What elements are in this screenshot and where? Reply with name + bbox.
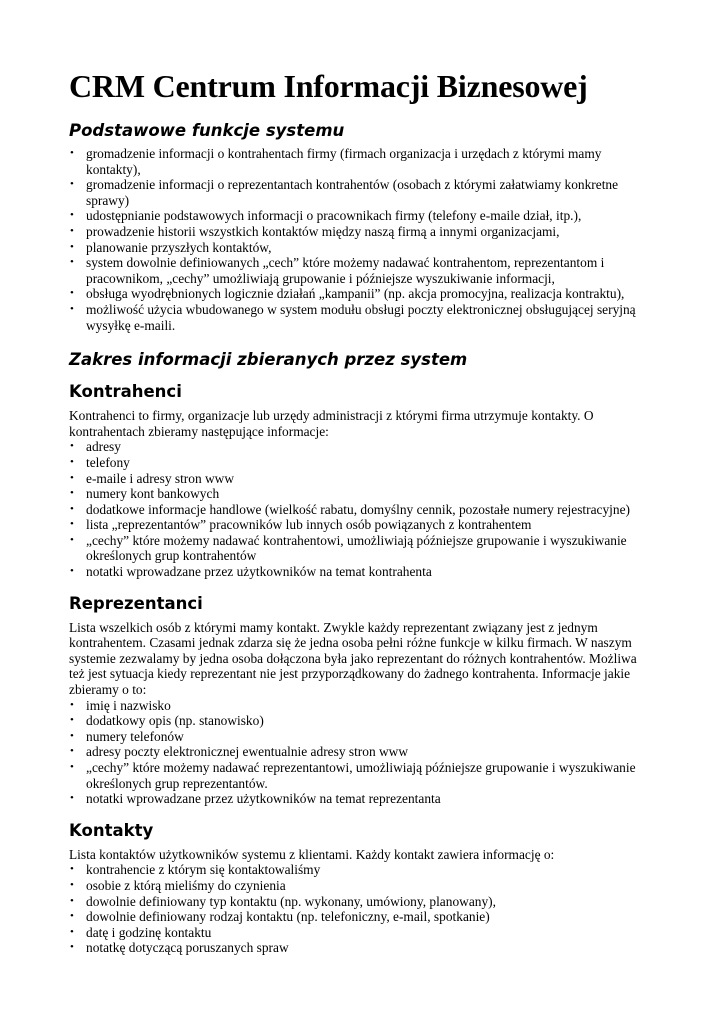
kontrahenci-list — [69, 439, 649, 579]
reprezentanci-intro: Lista wszelkich osób z którymi mamy kontakt. Zwykle każdy reprezentant związany jest z jednym kontrahentem. Czasami jednak zdarza się że jedna osoba pełni różne funkcje w kilku firmach. W naszym systemie zezwalamy by jedna osoba dołączona była jako reprezentant do różnych kontrahentów. Możliwa też jest sytuacja kiedy reprezentant nie jest przyporządkowany do żadnego kontrahenta. Informacje jakie zbieramy o to: — [69, 619, 637, 698]
document-title: CRM Centrum Informacji Biznesowej — [69, 68, 588, 104]
list-item: • dodatkowe informacje handlowe (wielkość rabatu, domyślny cennik, pozostałe numery rejestracyjne) — [69, 502, 649, 518]
list-item: • notatkę dotyczącą poruszanych spraw — [69, 940, 649, 956]
subheading-kontakty: Kontakty — [69, 820, 154, 840]
document-page — [69, 66, 649, 956]
subheading-kontrahenci: Kontrahenci — [69, 382, 182, 402]
subheading-reprezentanci: Reprezentanci — [69, 593, 203, 613]
list-item: • planowanie przyszłych kontaktów, — [69, 240, 649, 256]
kontrahenci-intro: Kontrahenci to firmy, organizacje lub urzędy administracji z którymi firma utrzymuje kontakty. O kontrahentach zbieramy następujące informacje: — [69, 408, 594, 439]
list-item: • system dowolnie definiowanych „cech” które możemy nadawać kontrahentom, reprezentantom i pracownikom, „cechy” umożliwiają grupowanie i późniejsze wyszukiwanie informacji, — [69, 255, 649, 286]
list-item: • „cechy” które możemy nadawać kontrahentowi, umożliwiają późniejsze grupowanie i wyszukiwanie określonych grup kontrahentów — [69, 533, 649, 564]
list-item: • możliwość użycia wbudowanego w system modułu obsługi poczty elektronicznej obsługującej seryjną wysyłkę e-maili. — [69, 302, 649, 333]
section-heading-information-scope: Zakres informacji zbieranych przez system — [69, 350, 468, 370]
list-item: • e-maile i adresy stron www — [69, 471, 649, 487]
list-item: • notatki wprowadzane przez użytkowników na temat reprezentanta — [69, 791, 649, 807]
list-item: • imię i nazwisko — [69, 698, 649, 714]
list-item: • kontrahencie z którym się kontaktowaliśmy — [69, 862, 649, 878]
list-item: • telefony — [69, 455, 649, 471]
reprezentanci-list — [69, 698, 649, 807]
kontakty-list — [69, 862, 649, 956]
list-item: • osobie z którą mieliśmy do czynienia — [69, 878, 649, 894]
basic-functions-list — [69, 146, 649, 333]
list-item: • udostępnianie podstawowych informacji o pracownikach firmy (telefony e-maile dział, itp.), — [69, 208, 649, 224]
list-item: • datę i godzinę kontaktu — [69, 925, 649, 941]
list-item: • dowolnie definiowany typ kontaktu (np. wykonany, umówiony, planowany), — [69, 894, 649, 910]
list-item: • notatki wprowadzane przez użytkowników na temat kontrahenta — [69, 564, 649, 580]
list-item: • numery telefonów — [69, 729, 649, 745]
kontakty-intro: Lista kontaktów użytkowników systemu z klientami. Każdy kontakt zawiera informację o: — [69, 846, 555, 862]
list-item: • „cechy” które możemy nadawać reprezentantowi, umożliwiają późniejsze grupowanie i wyszukiwanie określonych grup reprezentantów. — [69, 760, 649, 791]
list-item: • gromadzenie informacji o reprezentantach kontrahentów (osobach z którymi załatwiamy konkretne sprawy) — [69, 177, 649, 208]
list-item: • prowadzenie historii wszystkich kontaktów między naszą firmą a innymi organizacjami, — [69, 224, 649, 240]
list-item: • obsługa wyodrębnionych logicznie działań „kampanii” (np. akcja promocyjna, realizacja kontraktu), — [69, 286, 649, 302]
section-heading-basic-functions: Podstawowe funkcje systemu — [69, 121, 345, 140]
list-item: • adresy poczty elektronicznej ewentualnie adresy stron www — [69, 744, 649, 760]
list-item: • dowolnie definiowany rodzaj kontaktu (np. telefoniczny, e-mail, spotkanie) — [69, 909, 649, 925]
list-item: • adresy — [69, 439, 649, 455]
list-item: • dodatkowy opis (np. stanowisko) — [69, 713, 649, 729]
list-item: • gromadzenie informacji o kontrahentach firmy (firmach organizacja i urzędach z którymi mamy kontakty), — [69, 146, 649, 177]
list-item: • numery kont bankowych — [69, 486, 649, 502]
list-item: • lista „reprezentantów” pracowników lub innych osób powiązanych z kontrahentem — [69, 517, 649, 533]
